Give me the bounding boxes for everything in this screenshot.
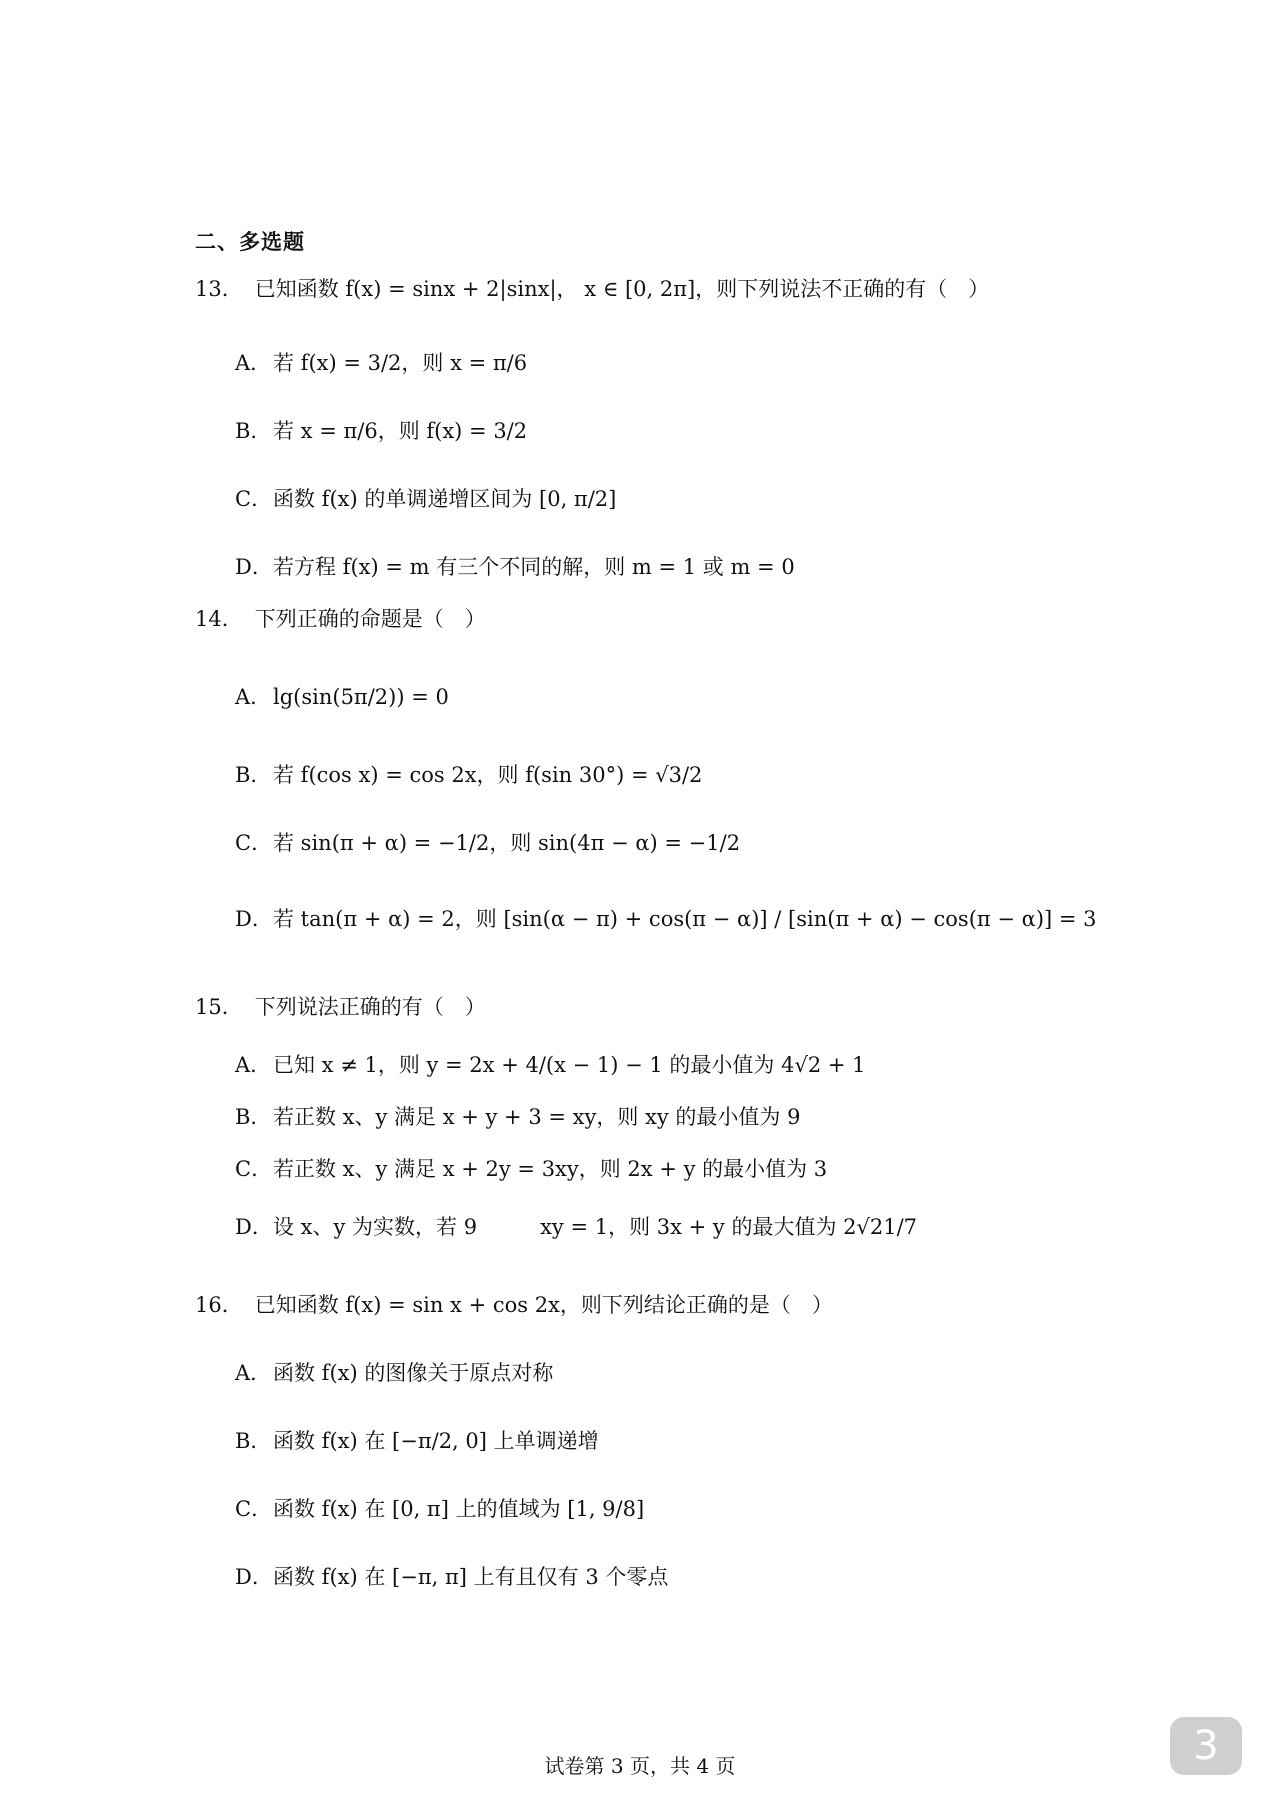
option-b: [195, 760, 1195, 790]
option-key: D．: [235, 555, 273, 579]
option-text: 设 x、y 为实数，若 9 xy = 1，则 3x + y 的最大值为 2√21/7: [273, 1215, 918, 1239]
option-text: 若正数 x、y 满足 x + y + 3 = xy，则 xy 的最小值为 9: [273, 1105, 801, 1129]
question-stem: 下列说法正确的有（ ）: [254, 995, 486, 1019]
option-text: 若方程 f(x) = m 有三个不同的解，则 m = 1 或 m = 0: [273, 555, 795, 579]
option-c: [195, 828, 1195, 858]
option-text: 若 f(x) = 3/2，则 x = π/6: [273, 351, 528, 375]
option-key: A．: [235, 685, 272, 709]
question-15: [195, 992, 1195, 1242]
question-14: [195, 604, 1195, 934]
option-text: 函数 f(x) 的图像关于原点对称: [273, 1361, 554, 1385]
question-number: 13．: [195, 277, 243, 301]
section-title: 二、多选题: [195, 230, 305, 254]
option-key: C．: [235, 487, 273, 511]
option-text: 若 sin(π + α) = −1/2，则 sin(4π − α) = −1/2: [273, 831, 741, 855]
option-key: B．: [235, 1105, 272, 1129]
option-c: [195, 1494, 1195, 1524]
option-c: [195, 484, 1195, 514]
option-b: [195, 1102, 1195, 1132]
option-text: 函数 f(x) 在 [−π, π] 上有且仅有 3 个零点: [273, 1565, 669, 1589]
option-text: lg(sin(5π/2)) = 0: [273, 685, 449, 709]
option-key: A．: [235, 1361, 272, 1385]
option-text: 函数 f(x) 在 [−π/2, 0] 上单调递增: [273, 1429, 599, 1453]
question-16: [195, 1290, 1195, 1592]
question-stem-line: [195, 1290, 1195, 1320]
question-stem: 下列正确的命题是（ ）: [254, 607, 486, 631]
option-d: [195, 1562, 1195, 1592]
option-key: A．: [235, 1053, 272, 1077]
option-a: [195, 1358, 1195, 1388]
option-text: 函数 f(x) 在 [0, π] 上的值域为 [1, 9/8]: [273, 1497, 645, 1521]
option-key: A．: [235, 351, 272, 375]
option-d: [195, 552, 1195, 582]
question-number: 14．: [195, 607, 243, 631]
question-number: 15．: [195, 995, 243, 1019]
option-d: [195, 904, 1195, 934]
page-footer: 试卷第 3 页，共 4 页: [544, 1754, 736, 1778]
option-d: [195, 1212, 1195, 1242]
option-a: [195, 682, 1195, 712]
question-stem: 已知函数 f(x) = sinx + 2|sinx|， x ∈ [0, 2π]，则下列说法不正确的有（ ）: [254, 277, 990, 301]
option-key: C．: [235, 831, 273, 855]
option-key: C．: [235, 1157, 273, 1181]
option-text: 若 x = π/6，则 f(x) = 3/2: [273, 419, 528, 443]
page-number-badge[interactable]: 3: [1170, 1717, 1242, 1775]
option-key: B．: [235, 419, 272, 443]
option-text: 若 f(cos x) = cos 2x，则 f(sin 30°) = √3/2: [273, 763, 703, 787]
question-stem: 已知函数 f(x) = sin x + cos 2x，则下列结论正确的是（ ）: [254, 1293, 833, 1317]
option-c: [195, 1154, 1195, 1184]
option-text: 已知 x ≠ 1，则 y = 2x + 4/(x − 1) − 1 的最小值为 4√2 + 1: [273, 1053, 866, 1077]
option-text: 若 tan(π + α) = 2，则 [sin(α − π) + cos(π − α)] / [sin(π + α) − cos(π − α)] = 3: [273, 907, 1097, 931]
option-key: C．: [235, 1497, 273, 1521]
option-key: D．: [235, 907, 273, 931]
option-text: 函数 f(x) 的单调递增区间为 [0, π/2]: [273, 487, 617, 511]
question-stem-line: [195, 604, 1195, 634]
question-13: [195, 274, 1195, 582]
option-text: 若正数 x、y 满足 x + 2y = 3xy，则 2x + y 的最小值为 3: [273, 1157, 828, 1181]
question-number: 16．: [195, 1293, 243, 1317]
question-stem-line: [195, 274, 1195, 304]
option-b: [195, 1426, 1195, 1456]
question-stem-line: [195, 992, 1195, 1022]
option-b: [195, 416, 1195, 446]
option-a: [195, 348, 1195, 378]
option-key: D．: [235, 1565, 273, 1589]
option-a: [195, 1050, 1195, 1080]
option-key: B．: [235, 763, 272, 787]
option-key: D．: [235, 1215, 273, 1239]
option-key: B．: [235, 1429, 272, 1453]
